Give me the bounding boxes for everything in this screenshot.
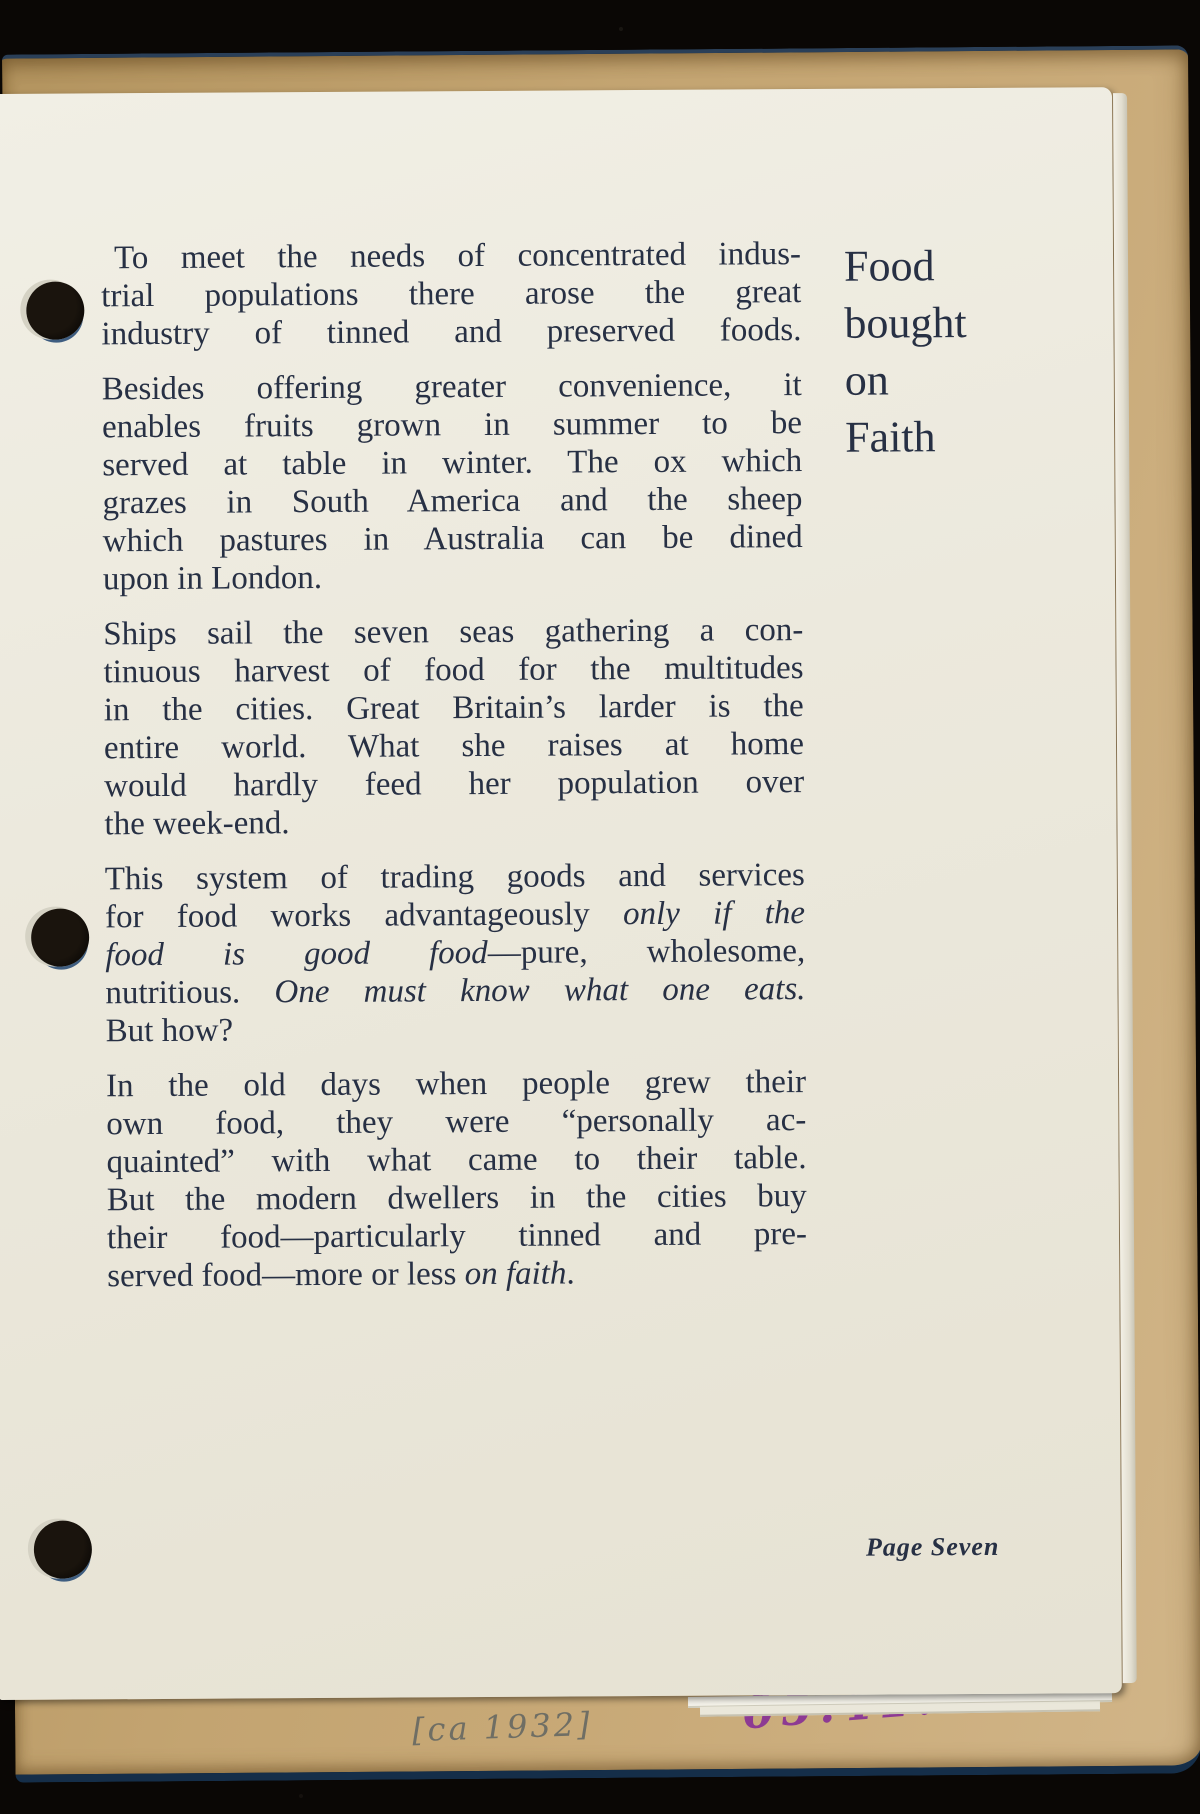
text-line: food is good food—pure, wholesome, bbox=[105, 933, 806, 974]
paragraph bbox=[102, 366, 803, 598]
text-line: industry of tinned and preserved foods. bbox=[101, 312, 802, 353]
side-heading-line: bought bbox=[844, 298, 967, 348]
paragraph bbox=[106, 1063, 807, 1295]
text-line: own food, they were “personally ac- bbox=[106, 1102, 807, 1143]
punch-hole-bottom bbox=[34, 1520, 92, 1578]
side-heading-line: Food bbox=[843, 241, 935, 291]
text-line: entire world. What she raises at home bbox=[103, 726, 805, 767]
side-heading bbox=[844, 237, 968, 466]
pencil-date-note: [ca 1932] bbox=[411, 1704, 594, 1750]
text-line: Besides offering greater convenience, it bbox=[101, 367, 802, 408]
text-line: which pastures in Australia can be dined bbox=[102, 519, 803, 560]
side-heading-line: Faith bbox=[844, 412, 936, 462]
text-line: But how? bbox=[105, 1012, 234, 1050]
text-line: In the old days when people grew their bbox=[105, 1064, 807, 1105]
text-line: tinuous harvest of food for the multitudes bbox=[103, 650, 804, 691]
text-line: served at table in winter. The ox which bbox=[102, 443, 803, 484]
text-line: the week-end. bbox=[104, 805, 290, 843]
body-text bbox=[101, 235, 808, 1312]
text-line: quainted” with what came to their table. bbox=[106, 1140, 807, 1181]
booklet-page bbox=[0, 87, 1122, 1700]
text-line: This system of trading goods and services bbox=[104, 857, 805, 898]
dust-specks bbox=[0, 0, 2, 2]
text-line: nutritious. One must know what one eats. bbox=[105, 971, 806, 1012]
text-line: enables fruits grown in summer to be bbox=[101, 405, 803, 446]
punch-hole-middle bbox=[31, 908, 89, 966]
text-line: But the modern dwellers in the cities buy bbox=[106, 1178, 807, 1219]
text-line: would hardly feed her population over bbox=[104, 764, 805, 805]
punch-hole-top bbox=[26, 281, 84, 339]
text-line: trial populations there arose the great bbox=[101, 274, 802, 315]
page-footer: Page Seven bbox=[865, 1531, 1000, 1562]
text-line: grazes in South America and the sheep bbox=[102, 481, 803, 522]
text-line: To meet the needs of concentrated indus- bbox=[113, 236, 802, 277]
text-line: served food—more or less on faith. bbox=[107, 1255, 575, 1295]
text-line: upon in London. bbox=[102, 559, 323, 598]
text-line: for food works advantageously only if the bbox=[104, 895, 806, 936]
side-heading-line: on bbox=[844, 355, 889, 405]
paragraph bbox=[103, 611, 804, 843]
text-line: in the cities. Great Britain’s larder is the bbox=[103, 688, 804, 729]
paragraph bbox=[101, 235, 802, 353]
text-line: Ships sail the seven seas gathering a con- bbox=[103, 612, 804, 653]
paragraph bbox=[105, 856, 806, 1050]
text-line: their food—particularly tinned and pre- bbox=[106, 1216, 808, 1257]
